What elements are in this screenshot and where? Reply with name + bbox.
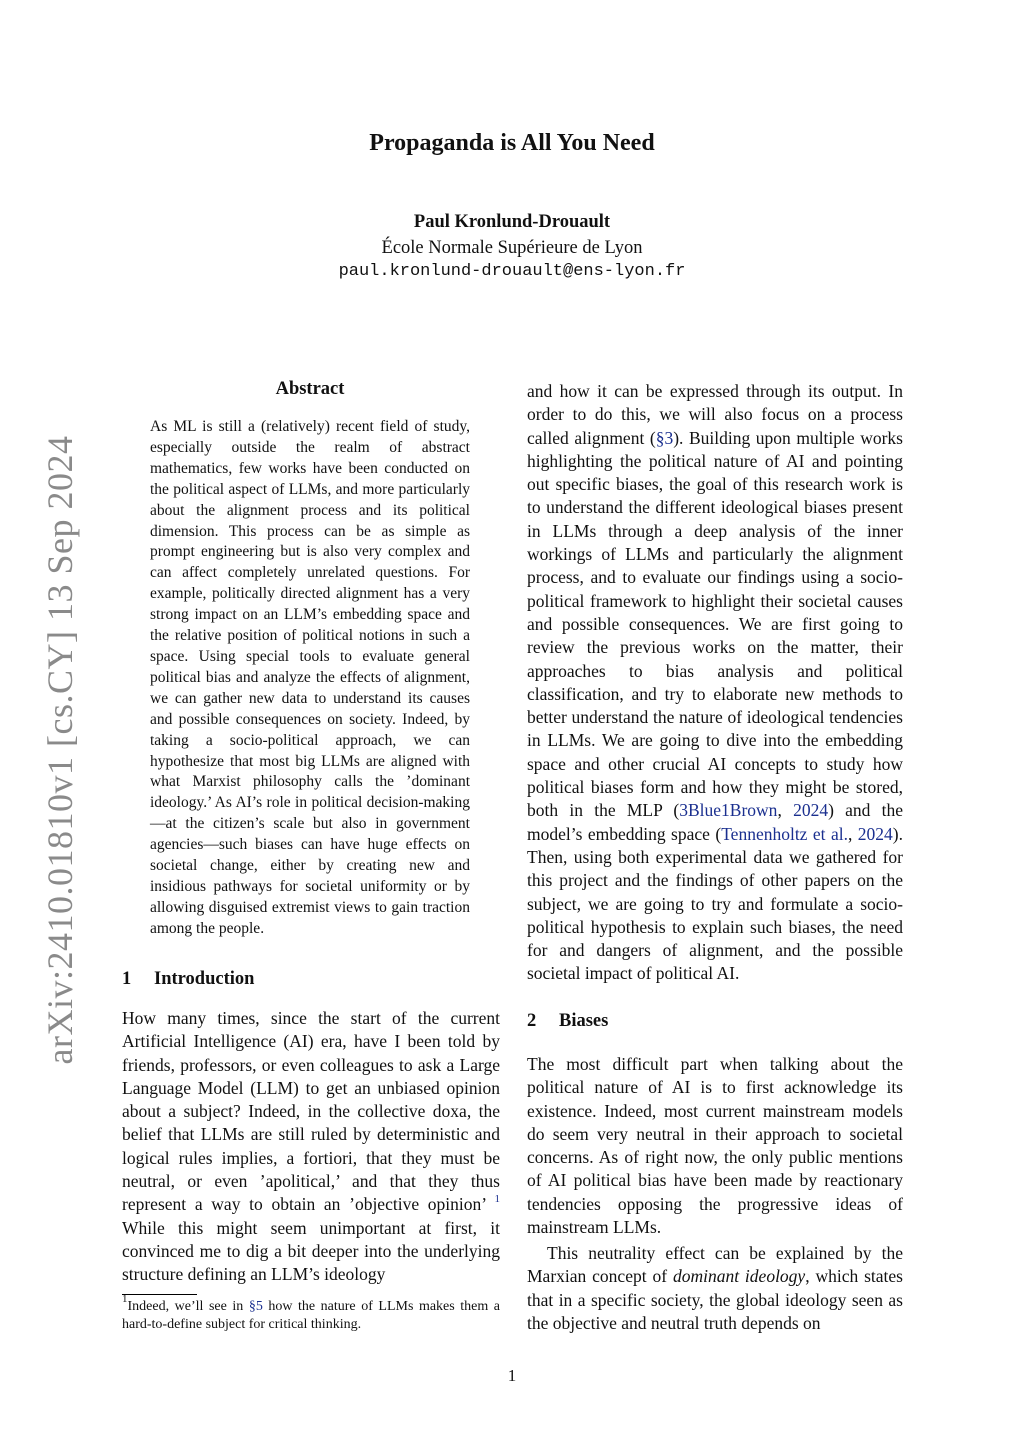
section-title: Biases	[559, 1011, 609, 1031]
section-number: 1	[122, 969, 132, 989]
right-column-paragraph	[527, 380, 903, 986]
footnote-text-b: how the nature of LLMs makes them a hard-to-define subject for critical thinking.	[122, 1299, 501, 1332]
rc-sep-1: ,	[777, 800, 794, 821]
footnote-text-a: Indeed, we’ll see in	[127, 1299, 249, 1314]
rc-text-b: ). Building upon multiple works highlighting the political nature of AI and pointing out specific biases, the goal of this research work is to understand the different ideological biases present in LLMs through a deep analysis of the inner workings of LLMs and particularly the alignment process, and to evaluate our findings using a socio-political framework to highlight their societal causes and possible consequences. We are first going to review the previous works on the matter, their approaches to bias analysis and political classification, and try to elaborate new methods to better understand the nature of ideological tendencies in LLMs. We are going to dive into the embedding space and other crucial AI concepts to study how political biases form and how they might be stored, both in the MLP (	[527, 427, 903, 821]
arxiv-stamp: arXiv:2410.01810v1 [cs.CY] 13 Sep 2024	[40, 435, 80, 1065]
rc-sep-2: ,	[847, 823, 858, 844]
author-name: Paul Kronlund-Drouault	[413, 212, 611, 232]
biases-paragraph-1: The most difficult part when talking about the political nature of AI is to first acknowledge its existence. Indeed, most current mainstream models do seem very neutral in their approach to societal concerns. As of right now, the only public mentions of AI political bias have been made by reactionary tendencies opposing the progressive ideas of mainstream LLMs.	[527, 1054, 903, 1238]
biases-p2-text-a: This neutrality effect can be explained by the Marxian concept of	[527, 1243, 903, 1287]
citation-3blue1brown-name[interactable]: 3Blue1Brown	[679, 800, 778, 821]
footnote-mark[interactable]: 1	[494, 1192, 500, 1205]
section-heading-introduction	[122, 969, 254, 990]
author-affiliation: École Normale Supérieure de Lyon	[381, 238, 643, 258]
page-number: 1	[507, 1366, 517, 1385]
intro-text-a: How many times, since the start of the current Artificial Intelligence (AI) era, have I been told by friends, professors, or even colleagues to ask a Large Language Model (LLM) to get an unbiased opinion about a subject? Indeed, in the collective doxa, the belief that LLMs are still ruled by deterministic and logical rules implies, a fortiori, that they must be neutral, or even ’apolitical,’ and that they thus represent a way to obtain an ’objective opinion’	[122, 1008, 500, 1215]
footnote	[122, 1293, 501, 1334]
footnote-rule	[122, 1294, 197, 1295]
rc-text-a: and how it can be expressed through its output. In order to do this, we will also focus on a process called alignment (	[527, 381, 903, 448]
citation-tennenholtz-year[interactable]: 2024	[857, 823, 893, 844]
biases-p2-text-b: , which states that in a specific society, the global ideology seen as the objective and neutral truth depends on	[527, 1266, 903, 1333]
section-number: 2	[527, 1011, 537, 1031]
dominant-ideology-term: dominant ideology	[672, 1266, 806, 1287]
abstract-heading: Abstract	[275, 379, 345, 399]
abstract-text: As ML is still a (relatively) recent field of study, especially outside the realm of abstract mathematics, few works have been conducted on the political aspect of LLMs, and more particularly about the alignment process and its political dimension. This process can be as simple as prompt engineering but is also very complex and can affect completely unrelated questions. For example, politically directed alignment has a very strong impact on an LLM’s embedding space and the relative position of political notions in such a space. Using special tools to evaluate general political bias and analyze the effects of alignment, we can gather new data to understand its causes and possible consequences on society. Indeed, by taking a socio-political approach, we can hypothesize that most big LLMs are aligned with what Marxist philosophy calls the ’dominant ideology.’ As AI’s role in political decision-making—at the citizen’s scale but also in government agencies—such biases can have huge effects on societal change, either by creating new and insidious pathways for societal uniformity or by allowing disguised extremist views to gain traction among the people.	[150, 418, 470, 937]
section-ref-link[interactable]: §3	[655, 427, 674, 448]
paper-title: Propaganda is All You Need	[369, 130, 655, 156]
section-heading-biases	[527, 1011, 608, 1032]
intro-paragraph	[122, 1007, 500, 1287]
rc-text-c: ) and the model’s embedding space (	[527, 800, 904, 844]
footnote-ref-link[interactable]: §5	[248, 1299, 263, 1314]
citation-3blue1brown-year[interactable]: 2024	[793, 800, 829, 821]
footnote-number: 1	[122, 1293, 128, 1306]
biases-paragraph-2	[527, 1242, 903, 1335]
rc-text-d: ). Then, using both experimental data we gathered for this project and the findings of other papers on the subject, we are going to try and formulate a socio-political hypothesis to explain such biases, the need for and dangers of alignment, and the possible societal impact of political AI.	[527, 823, 903, 984]
intro-text-b: While this might seem unimportant at first, it convinced me to dig a bit deeper into the underlying structure defining an LLM’s ideology	[122, 1217, 500, 1285]
section-title: Introduction	[154, 969, 255, 989]
citation-tennenholtz-name[interactable]: Tennenholtz et al.	[721, 823, 848, 844]
author-email[interactable]: paul.kronlund-drouault@ens-lyon.fr	[338, 262, 686, 281]
